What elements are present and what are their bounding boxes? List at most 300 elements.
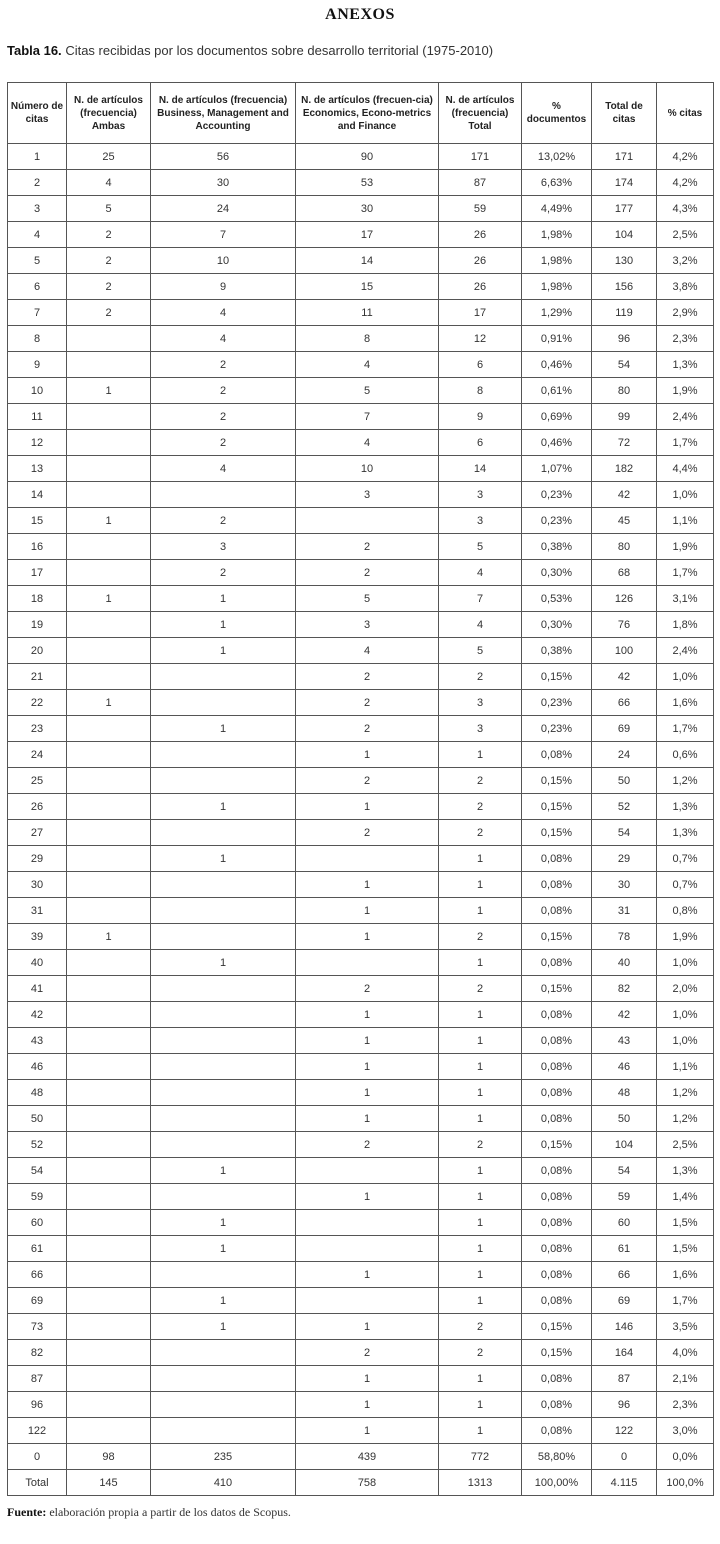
table-cell: 0,08% <box>522 1158 592 1184</box>
table-cell: 14 <box>8 482 67 508</box>
table-cell: 5 <box>67 196 151 222</box>
table-cell: 1 <box>296 794 439 820</box>
table-cell: 1 <box>296 1002 439 1028</box>
table-cell <box>151 872 296 898</box>
table-cell: 2 <box>151 352 296 378</box>
table-cell: 1 <box>439 1392 522 1418</box>
table-row <box>8 1028 714 1054</box>
table-cell: 3 <box>151 534 296 560</box>
table-cell: 31 <box>8 898 67 924</box>
table-cell: 42 <box>8 1002 67 1028</box>
table-cell <box>67 716 151 742</box>
table-cell: 1 <box>439 1418 522 1444</box>
table-cell: 0,08% <box>522 1054 592 1080</box>
table-cell: 1,0% <box>657 950 714 976</box>
table-cell: 82 <box>8 1340 67 1366</box>
table-row <box>8 716 714 742</box>
table-cell: 2 <box>151 430 296 456</box>
table-row <box>8 1340 714 1366</box>
table-cell: 1 <box>439 1054 522 1080</box>
table-row <box>8 872 714 898</box>
table-cell: 50 <box>592 1106 657 1132</box>
table-cell: 2 <box>67 248 151 274</box>
table-cell: 2,4% <box>657 638 714 664</box>
table-cell: 50 <box>592 768 657 794</box>
table-cell: 2 <box>151 560 296 586</box>
table-row <box>8 1444 714 1470</box>
page-title: ANEXOS <box>325 6 395 23</box>
table-cell: 52 <box>8 1132 67 1158</box>
table-cell: 6 <box>439 430 522 456</box>
table-cell: 73 <box>8 1314 67 1340</box>
table-cell: 171 <box>592 144 657 170</box>
table-cell: 1 <box>439 1028 522 1054</box>
table-cell <box>67 482 151 508</box>
table-cell: 4,3% <box>657 196 714 222</box>
table-cell: 0,15% <box>522 768 592 794</box>
table-cell: 0,08% <box>522 898 592 924</box>
table-cell: 7 <box>439 586 522 612</box>
table-cell: 1,0% <box>657 1002 714 1028</box>
table-cell <box>67 1080 151 1106</box>
table-cell: 29 <box>592 846 657 872</box>
table-row <box>8 1392 714 1418</box>
table-cell: 69 <box>592 716 657 742</box>
table-cell: 1 <box>67 924 151 950</box>
table-cell: 40 <box>592 950 657 976</box>
table-cell: 2 <box>67 300 151 326</box>
table-row <box>8 742 714 768</box>
table-cell: 46 <box>8 1054 67 1080</box>
table-cell: 41 <box>8 976 67 1002</box>
footnote-label: Fuente: <box>7 1505 47 1519</box>
table-cell: 22 <box>8 690 67 716</box>
table-row <box>8 612 714 638</box>
table-cell: 2 <box>296 560 439 586</box>
table-cell: 0,23% <box>522 508 592 534</box>
table-cell <box>67 1210 151 1236</box>
table-cell: 0 <box>592 1444 657 1470</box>
table-cell: 2 <box>151 404 296 430</box>
table-cell: 68 <box>592 560 657 586</box>
table-row <box>8 222 714 248</box>
table-cell: 48 <box>8 1080 67 1106</box>
table-cell: 1 <box>296 1054 439 1080</box>
table-cell <box>151 1132 296 1158</box>
table-cell <box>151 1106 296 1132</box>
table-cell: 0,23% <box>522 482 592 508</box>
table-cell: 43 <box>8 1028 67 1054</box>
table-cell: 30 <box>8 872 67 898</box>
table-cell: 1,29% <box>522 300 592 326</box>
table-cell: 54 <box>592 1158 657 1184</box>
table-row <box>8 586 714 612</box>
column-header: Número de citas <box>8 83 67 144</box>
table-row <box>8 794 714 820</box>
table-row <box>8 690 714 716</box>
table-cell: 80 <box>592 534 657 560</box>
table-cell <box>67 872 151 898</box>
table-cell <box>67 1314 151 1340</box>
table-cell <box>67 1340 151 1366</box>
table-cell: 2,5% <box>657 222 714 248</box>
table-cell <box>151 1392 296 1418</box>
table-cell: 59 <box>8 1184 67 1210</box>
table-cell: 0,08% <box>522 1210 592 1236</box>
table-cell: 0,15% <box>522 924 592 950</box>
table-cell: 0,23% <box>522 690 592 716</box>
table-cell <box>151 1002 296 1028</box>
table-cell: 15 <box>8 508 67 534</box>
table-cell: 1 <box>296 924 439 950</box>
table-cell: 16 <box>8 534 67 560</box>
table-cell: 3,1% <box>657 586 714 612</box>
table-row <box>8 1080 714 1106</box>
table-cell: 42 <box>592 664 657 690</box>
table-cell: 1 <box>296 1418 439 1444</box>
table-cell: 0,15% <box>522 976 592 1002</box>
table-cell <box>67 560 151 586</box>
table-cell: 0,08% <box>522 1288 592 1314</box>
table-cell: 758 <box>296 1470 439 1496</box>
table-cell: 2 <box>296 1132 439 1158</box>
table-cell: 26 <box>439 274 522 300</box>
table-cell <box>67 1366 151 1392</box>
table-row <box>8 976 714 1002</box>
table-cell: 7 <box>151 222 296 248</box>
table-cell: 130 <box>592 248 657 274</box>
table-cell: 3 <box>296 612 439 638</box>
table-cell: 20 <box>8 638 67 664</box>
table-row <box>8 1158 714 1184</box>
table-cell: 1,9% <box>657 924 714 950</box>
table-row <box>8 1314 714 1340</box>
table-cell: 2 <box>439 1132 522 1158</box>
table-cell: 96 <box>8 1392 67 1418</box>
table-cell: 4 <box>296 430 439 456</box>
table-row <box>8 274 714 300</box>
table-cell: 104 <box>592 222 657 248</box>
table-cell: 66 <box>592 1262 657 1288</box>
table-cell: 31 <box>592 898 657 924</box>
table-cell <box>151 1028 296 1054</box>
table-cell <box>67 352 151 378</box>
table-cell: 2 <box>439 1340 522 1366</box>
table-cell: 1,2% <box>657 768 714 794</box>
table-cell: 2,9% <box>657 300 714 326</box>
table-cell <box>296 1288 439 1314</box>
table-cell: 26 <box>439 248 522 274</box>
table-cell: 0,38% <box>522 534 592 560</box>
table-cell: 104 <box>592 1132 657 1158</box>
table-cell: 1 <box>439 1236 522 1262</box>
table-cell: 2,5% <box>657 1132 714 1158</box>
table-cell: 0,7% <box>657 872 714 898</box>
table-cell: 1 <box>439 742 522 768</box>
table-cell: 4 <box>151 300 296 326</box>
table-cell <box>151 768 296 794</box>
table-cell: 0,61% <box>522 378 592 404</box>
table-cell: 72 <box>592 430 657 456</box>
table-cell: 0,08% <box>522 1418 592 1444</box>
table-cell: 17 <box>296 222 439 248</box>
table-cell: 1,3% <box>657 794 714 820</box>
table-cell: 52 <box>592 794 657 820</box>
table-cell: 50 <box>8 1106 67 1132</box>
table-cell: 3 <box>8 196 67 222</box>
table-cell: 1 <box>151 1210 296 1236</box>
table-cell: 1,4% <box>657 1184 714 1210</box>
table-cell <box>67 794 151 820</box>
table-row <box>8 170 714 196</box>
table-cell <box>151 898 296 924</box>
table-cell: 1 <box>151 1288 296 1314</box>
table-cell: 1,3% <box>657 820 714 846</box>
table-cell: 76 <box>592 612 657 638</box>
column-header: N. de artículos (frecuen-cia) Economics, Econo-metrics and Finance <box>296 83 439 144</box>
table-cell: 96 <box>592 326 657 352</box>
table-cell: 1,7% <box>657 1288 714 1314</box>
table-cell: 182 <box>592 456 657 482</box>
table-cell: 1,2% <box>657 1080 714 1106</box>
table-cell: 1 <box>67 508 151 534</box>
table-cell: 39 <box>8 924 67 950</box>
table-cell: 2 <box>8 170 67 196</box>
table-cell: 2 <box>296 976 439 1002</box>
table-cell: 3 <box>439 482 522 508</box>
table-cell: 54 <box>8 1158 67 1184</box>
table-cell: 24 <box>592 742 657 768</box>
table-cell: 5 <box>439 534 522 560</box>
table-cell: 122 <box>592 1418 657 1444</box>
table-cell: 1 <box>439 1184 522 1210</box>
table-cell: 8 <box>439 378 522 404</box>
table-cell: 27 <box>8 820 67 846</box>
table-cell: 4 <box>296 352 439 378</box>
table-row <box>8 820 714 846</box>
table-cell: 0,08% <box>522 872 592 898</box>
table-cell <box>67 1106 151 1132</box>
table-cell: 1 <box>151 846 296 872</box>
table-cell: 40 <box>8 950 67 976</box>
table-cell: 122 <box>8 1418 67 1444</box>
table-cell: 26 <box>439 222 522 248</box>
table-cell: 10 <box>151 248 296 274</box>
table-cell: 14 <box>296 248 439 274</box>
table-cell: 29 <box>8 846 67 872</box>
table-cell <box>151 664 296 690</box>
table-body <box>8 144 714 1496</box>
table-row <box>8 248 714 274</box>
table-cell: 146 <box>592 1314 657 1340</box>
table-cell: 1 <box>296 872 439 898</box>
table-cell: 1 <box>151 950 296 976</box>
column-header: N. de artículos (frecuencia) Business, Management and Accounting <box>151 83 296 144</box>
table-cell <box>67 1054 151 1080</box>
table-cell: 2 <box>439 924 522 950</box>
table-cell: 100,00% <box>522 1470 592 1496</box>
table-cell: 1,6% <box>657 1262 714 1288</box>
table-cell: 4.115 <box>592 1470 657 1496</box>
table-cell: 0,08% <box>522 1392 592 1418</box>
table-row <box>8 898 714 924</box>
table-cell: 12 <box>8 430 67 456</box>
table-cell <box>67 1262 151 1288</box>
table-cell: 60 <box>8 1210 67 1236</box>
table-cell: 0,08% <box>522 1236 592 1262</box>
table-cell <box>67 1418 151 1444</box>
table-cell: 25 <box>67 144 151 170</box>
table-row <box>8 638 714 664</box>
table-cell: 90 <box>296 144 439 170</box>
table-cell: 42 <box>592 1002 657 1028</box>
table-cell <box>151 742 296 768</box>
table-row <box>8 1262 714 1288</box>
table-cell: 772 <box>439 1444 522 1470</box>
table-cell: 410 <box>151 1470 296 1496</box>
table-cell: 45 <box>592 508 657 534</box>
table-cell: 2,3% <box>657 1392 714 1418</box>
table-cell: 99 <box>592 404 657 430</box>
table-cell <box>296 1158 439 1184</box>
table-cell: 1,98% <box>522 248 592 274</box>
table-cell: 98 <box>67 1444 151 1470</box>
table-cell: 1 <box>439 1158 522 1184</box>
table-cell: 1 <box>439 1288 522 1314</box>
table-row <box>8 950 714 976</box>
table-row <box>8 1106 714 1132</box>
table-cell: 1,5% <box>657 1210 714 1236</box>
table-cell: 1,9% <box>657 534 714 560</box>
table-cell <box>151 924 296 950</box>
table-cell: 1,7% <box>657 716 714 742</box>
table-cell <box>151 1340 296 1366</box>
footnote-text: elaboración propia a partir de los datos de Scopus. <box>49 1505 291 1519</box>
caption-text: Citas recibidas por los documentos sobre desarrollo territorial (1975-2010) <box>65 43 494 58</box>
table-caption <box>7 43 713 58</box>
table-cell: 0,53% <box>522 586 592 612</box>
table-cell: 4,2% <box>657 170 714 196</box>
table-cell: 3 <box>439 716 522 742</box>
table-cell <box>296 1210 439 1236</box>
citations-table <box>7 82 714 1496</box>
table-cell: 1,8% <box>657 612 714 638</box>
table-cell: 2 <box>439 1314 522 1340</box>
table-cell: 2,4% <box>657 404 714 430</box>
table-row <box>8 144 714 170</box>
table-cell: 2 <box>439 768 522 794</box>
table-cell: 2 <box>67 222 151 248</box>
table-cell: 1 <box>296 1028 439 1054</box>
table-cell: 4 <box>439 560 522 586</box>
table-cell: 30 <box>592 872 657 898</box>
table-cell <box>151 820 296 846</box>
table-cell: 9 <box>8 352 67 378</box>
table-cell: 1313 <box>439 1470 522 1496</box>
table-cell <box>151 1080 296 1106</box>
table-cell: 0,46% <box>522 352 592 378</box>
table-cell <box>67 1288 151 1314</box>
table-cell: 1 <box>151 612 296 638</box>
table-cell: 54 <box>592 820 657 846</box>
table-cell: 1,1% <box>657 508 714 534</box>
table-cell: 0,23% <box>522 716 592 742</box>
table-cell: 0,15% <box>522 1132 592 1158</box>
table-cell: 43 <box>592 1028 657 1054</box>
table-cell: 30 <box>296 196 439 222</box>
table-cell: 5 <box>296 586 439 612</box>
table-cell: 0,08% <box>522 1028 592 1054</box>
footnote <box>7 1505 713 1520</box>
table-cell: 87 <box>592 1366 657 1392</box>
table-cell: 8 <box>8 326 67 352</box>
table-cell: 0,30% <box>522 560 592 586</box>
column-header: N. de artículos (frecuencia) Total <box>439 83 522 144</box>
table-cell: 6,63% <box>522 170 592 196</box>
table-cell: 2 <box>296 768 439 794</box>
table-cell: 4 <box>439 612 522 638</box>
table-cell: 2,0% <box>657 976 714 1002</box>
table-cell: 1 <box>151 794 296 820</box>
table-cell: 1,98% <box>522 222 592 248</box>
table-cell: Total <box>8 1470 67 1496</box>
table-cell: 1,2% <box>657 1106 714 1132</box>
table-cell: 82 <box>592 976 657 1002</box>
table-cell <box>67 664 151 690</box>
table-cell: 1 <box>67 690 151 716</box>
table-cell: 126 <box>592 586 657 612</box>
table-cell: 0,08% <box>522 1002 592 1028</box>
table-cell: 2 <box>439 820 522 846</box>
table-cell: 0,91% <box>522 326 592 352</box>
table-cell: 18 <box>8 586 67 612</box>
table-row <box>8 534 714 560</box>
table-cell: 87 <box>8 1366 67 1392</box>
table-cell <box>151 1262 296 1288</box>
table-cell: 26 <box>8 794 67 820</box>
table-cell: 5 <box>8 248 67 274</box>
table-cell: 1 <box>439 1366 522 1392</box>
table-cell: 11 <box>296 300 439 326</box>
table-cell: 13,02% <box>522 144 592 170</box>
table-cell <box>67 1132 151 1158</box>
table-cell: 1,7% <box>657 560 714 586</box>
table-cell: 13 <box>8 456 67 482</box>
table-cell: 4 <box>8 222 67 248</box>
table-cell: 7 <box>8 300 67 326</box>
table-cell: 87 <box>439 170 522 196</box>
table-cell: 2 <box>439 664 522 690</box>
table-cell <box>67 612 151 638</box>
table-cell: 0,15% <box>522 820 592 846</box>
table-cell <box>67 742 151 768</box>
table-cell <box>67 1236 151 1262</box>
table-cell: 4,49% <box>522 196 592 222</box>
table-cell <box>67 950 151 976</box>
table-cell: 3 <box>439 508 522 534</box>
table-cell: 56 <box>151 144 296 170</box>
table-cell: 0,08% <box>522 950 592 976</box>
table-cell: 4,4% <box>657 456 714 482</box>
table-cell: 1 <box>296 1184 439 1210</box>
table-row <box>8 1002 714 1028</box>
table-cell: 4 <box>296 638 439 664</box>
table-cell: 17 <box>439 300 522 326</box>
table-cell: 66 <box>8 1262 67 1288</box>
caption-label: Tabla 16. <box>7 43 62 58</box>
table-cell: 80 <box>592 378 657 404</box>
table-cell: 1 <box>439 1002 522 1028</box>
